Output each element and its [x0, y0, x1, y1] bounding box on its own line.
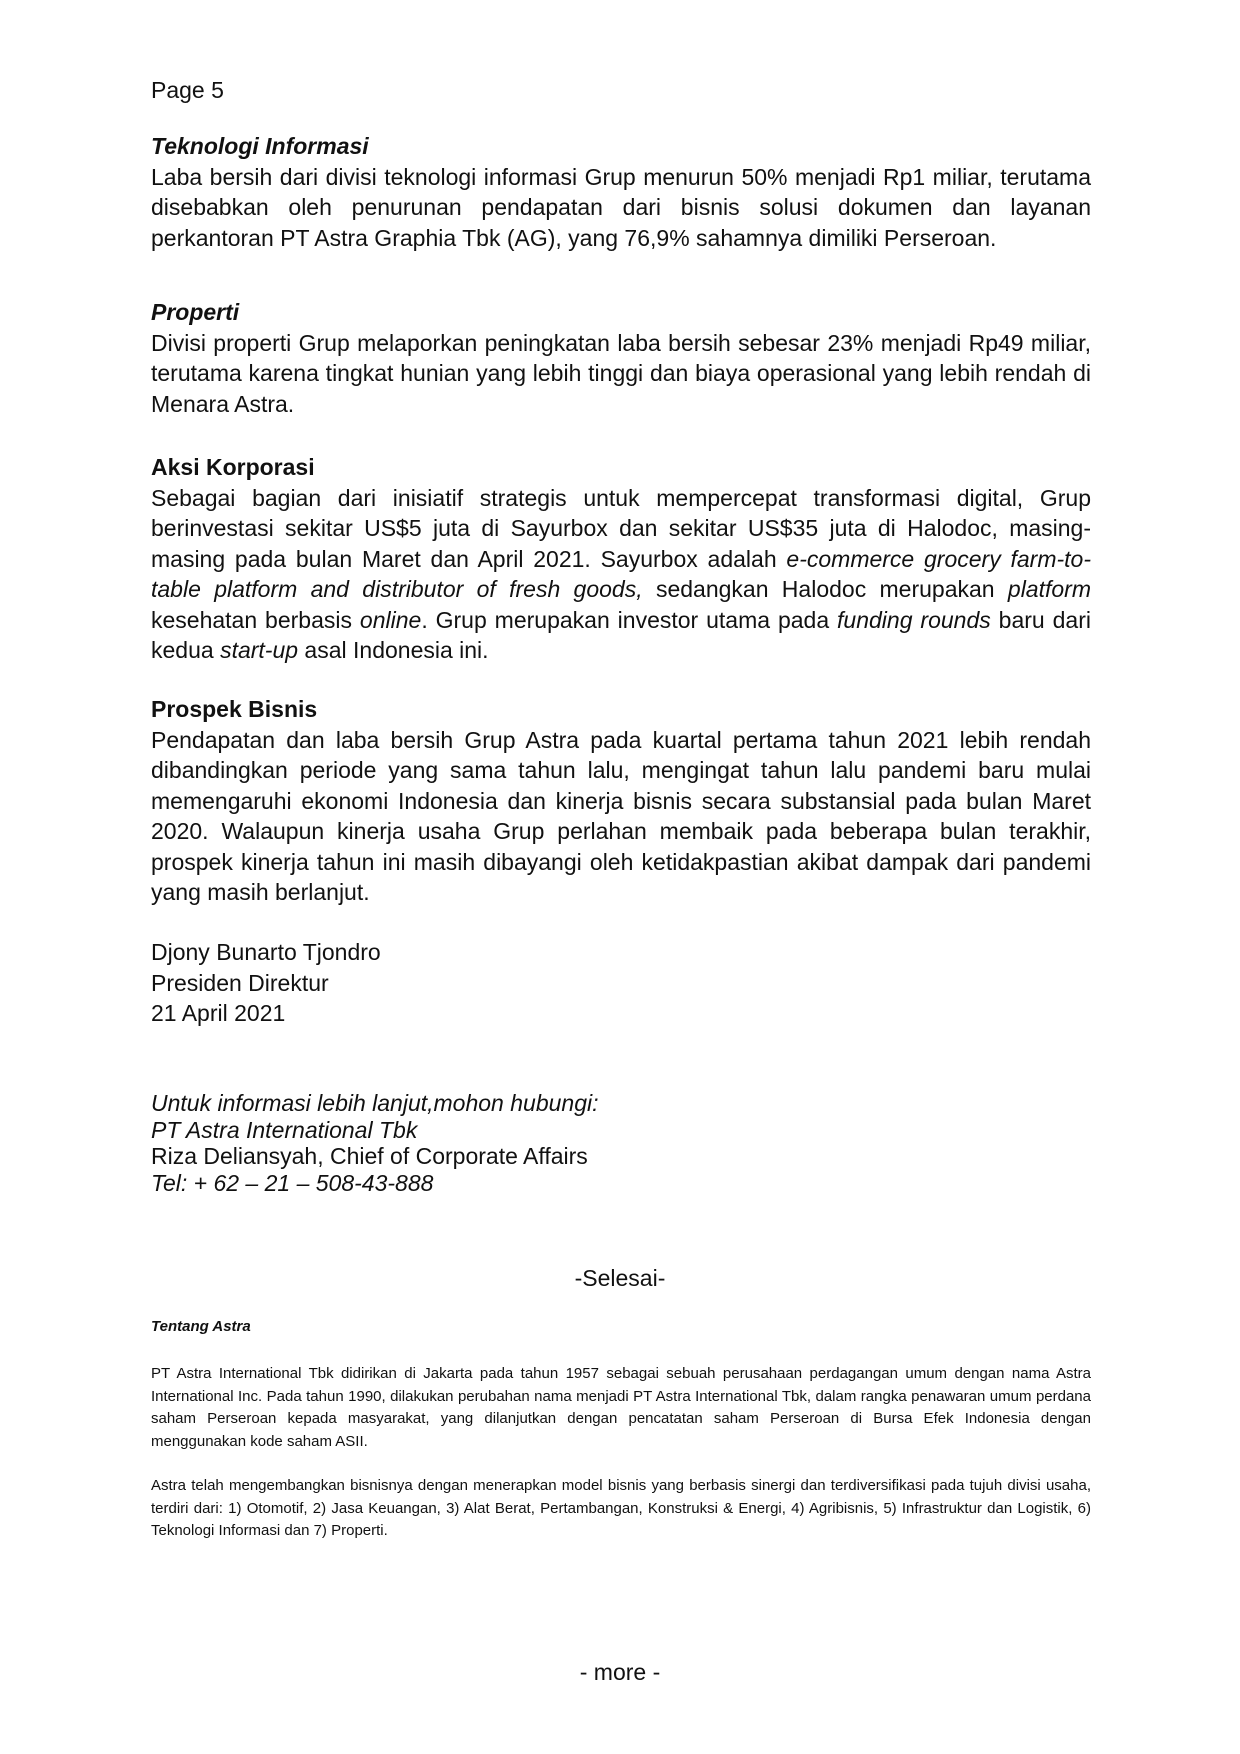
- about-title: Tentang Astra: [151, 1318, 251, 1335]
- text-run: asal Indonesia ini.: [298, 637, 489, 663]
- section-properti: [151, 297, 1091, 419]
- section-paragraph: Pendapatan dan laba bersih Grup Astra pada kuartal pertama tahun 2021 lebih rendah dibandingkan periode yang sama tahun lalu, mengingat tahun lalu pandemi baru mulai memengaruhi ekonomi Indonesia dan kinerja bisnis secara substansial pada bulan Maret 2020. Walaupun kinerja usaha Grup perlahan membaik pada beberapa bulan terakhir, prospek kinerja tahun ini masih dibayangi oleh ketidakpastian akibat dampak dari pandemi yang masih berlanjut.: [151, 726, 1091, 905]
- signatory-name: Djony Bunarto Tjondro: [151, 939, 381, 965]
- signature-block: [151, 937, 381, 1029]
- contact-tel: Tel: + 62 – 21 – 508-43-888: [151, 1169, 434, 1196]
- section-title: Properti: [151, 299, 240, 325]
- section-teknologi-informasi: [151, 131, 1091, 253]
- section-title: Prospek Bisnis: [151, 696, 318, 722]
- section-aksi-korporasi: [151, 452, 1091, 666]
- signatory-position: Presiden Direktur: [151, 969, 329, 996]
- text-run: . Grup merupakan investor utama pada: [421, 606, 838, 633]
- italic-run: online: [359, 606, 422, 633]
- italic-run: e-commerce grocery farm-to-table platform and distributor of fresh goods,: [151, 545, 1092, 602]
- signature-date: 21 April 2021: [151, 1000, 286, 1026]
- end-marker: -Selesai-: [574, 1265, 666, 1291]
- section-title: Teknologi Informasi: [151, 133, 369, 159]
- about-paragraph: Astra telah mengembangkan bisnisnya dengan menerapkan model bisnis yang berbasis sinergi dan terdiversifikasi pada tujuh divisi usaha, terdiri dari: 1) Otomotif, 2) Jasa Keuangan, 3) Alat Berat, Pertambangan, Konstruksi & Energi, 4) Agribisnis, 5) Infrastruktur dan Logistik, 6) Teknologi Informasi dan 7) Properti.: [151, 1477, 1091, 1539]
- text-run: sedangkan Halodoc merupakan: [642, 576, 1008, 602]
- italic-run: start-up: [220, 637, 299, 663]
- contact-company: PT Astra International Tbk: [151, 1116, 418, 1143]
- section-paragraph: Divisi properti Grup melaporkan peningkatan laba bersih sebesar 23% menjadi Rp49 miliar, terutama karena tingkat hunian yang lebih tinggi dan biaya operasional yang lebih rendah di Menara Astra.: [151, 329, 1091, 417]
- section-prospek-bisnis: [151, 694, 1091, 908]
- contact-intro: Untuk informasi lebih lanjut,mohon hubungi:: [151, 1090, 599, 1116]
- page-number: Page 5: [151, 77, 224, 103]
- contact-person: Riza Deliansyah, Chief of Corporate Affairs: [151, 1143, 588, 1169]
- text-run: kesehatan berbasis: [151, 606, 360, 633]
- section-paragraph: [151, 483, 1091, 666]
- text-run: baru dari kedua: [151, 606, 1091, 663]
- italic-run: platform: [1007, 576, 1091, 602]
- italic-run: funding rounds: [837, 606, 991, 633]
- section-paragraph: Laba bersih dari divisi teknologi informasi Grup menurun 50% menjadi Rp1 miliar, terutama disebabkan oleh penurunan pendapatan dari bisnis solusi dokumen dan layanan perkantoran PT Astra Graphia Tbk (AG), yang 76,9% sahamnya dimiliki Perseroan.: [151, 163, 1091, 251]
- footer-more: - more -: [579, 1659, 661, 1685]
- about-paragraph: PT Astra International Tbk didirikan di Jakarta pada tahun 1957 sebagai sebuah perusahaan perdagangan umum dengan nama Astra International Inc. Pada tahun 1990, dilakukan perubahan nama menjadi PT Astra International Tbk, dalam rangka penawaran umum perdana saham Perseroan kepada masyarakat, yang dilanjutkan dengan pencatatan saham Perseroan di Bursa Efek Indonesia dengan menggunakan kode saham ASII.: [151, 1365, 1091, 1450]
- contact-block: [151, 1090, 599, 1196]
- text-run: Sebagai bagian dari inisiatif strategis untuk mempercepat transformasi digital, Grup berinvestasi sekitar US$5 juta di Sayurbox dan sekitar US$35 juta di Halodoc, masing-masing pada bulan Maret dan April 2021. Sayurbox adalah: [151, 484, 1091, 572]
- section-title: Aksi Korporasi: [151, 454, 315, 480]
